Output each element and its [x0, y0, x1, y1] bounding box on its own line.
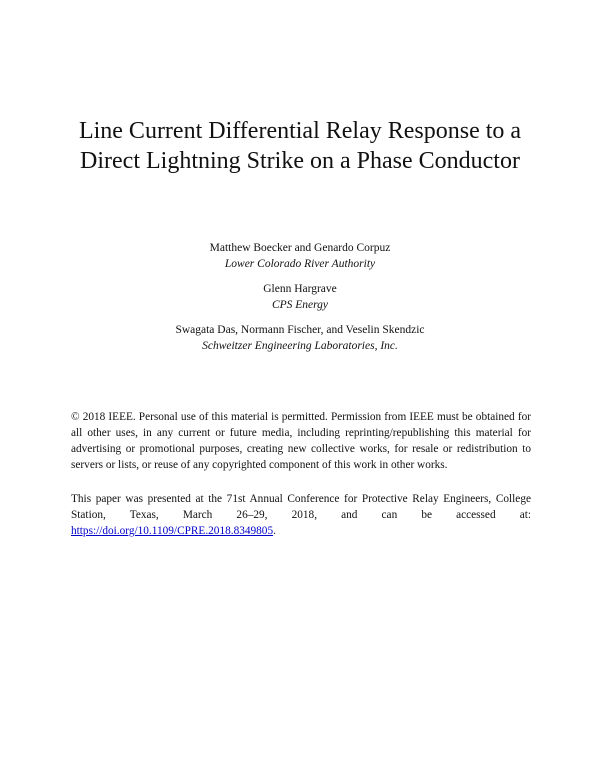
doi-link[interactable]: https://doi.org/10.1109/CPRE.2018.8349805 — [71, 525, 274, 537]
presentation-note-suffix: . — [273, 525, 276, 537]
author-group — [100, 240, 500, 272]
author-names: Glenn Hargrave — [263, 283, 337, 295]
author-affiliation: Lower Colorado River Authority — [224, 258, 376, 270]
author-group — [100, 281, 500, 313]
author-names: Swagata Das, Normann Fischer, and Veselin Skendzic — [175, 324, 425, 336]
author-list — [100, 240, 500, 363]
author-affiliation: CPS Energy — [271, 299, 329, 311]
presentation-note — [71, 491, 531, 539]
author-affiliation: Schweitzer Engineering Laboratories, Inc. — [202, 340, 398, 352]
author-names: Matthew Boecker and Genardo Corpuz — [209, 242, 391, 254]
copyright-notice: © 2018 IEEE. Personal use of this material is permitted. Permission from IEEE must be obtained for all other uses, in any current or future media, including reprinting/republishing this material for advertising or promotional purposes, creating new collective works, for resale or redistribution to servers or lists, or reuse of any copyrighted component of this work in other works. — [71, 411, 531, 471]
paper-title-line-1: Line Current Differential Relay Response to a — [78, 118, 522, 144]
presentation-note-text: This paper was presented at the 71st Annual Conference for Protective Relay Engineers, College Station, Texas, March 26–29, 2018, and can be accessed at: — [71, 493, 531, 521]
paper-title-line-2: Direct Lightning Strike on a Phase Conductor — [80, 148, 520, 174]
paper-title — [60, 116, 540, 176]
publication-notice — [71, 409, 531, 557]
author-group — [100, 322, 500, 354]
